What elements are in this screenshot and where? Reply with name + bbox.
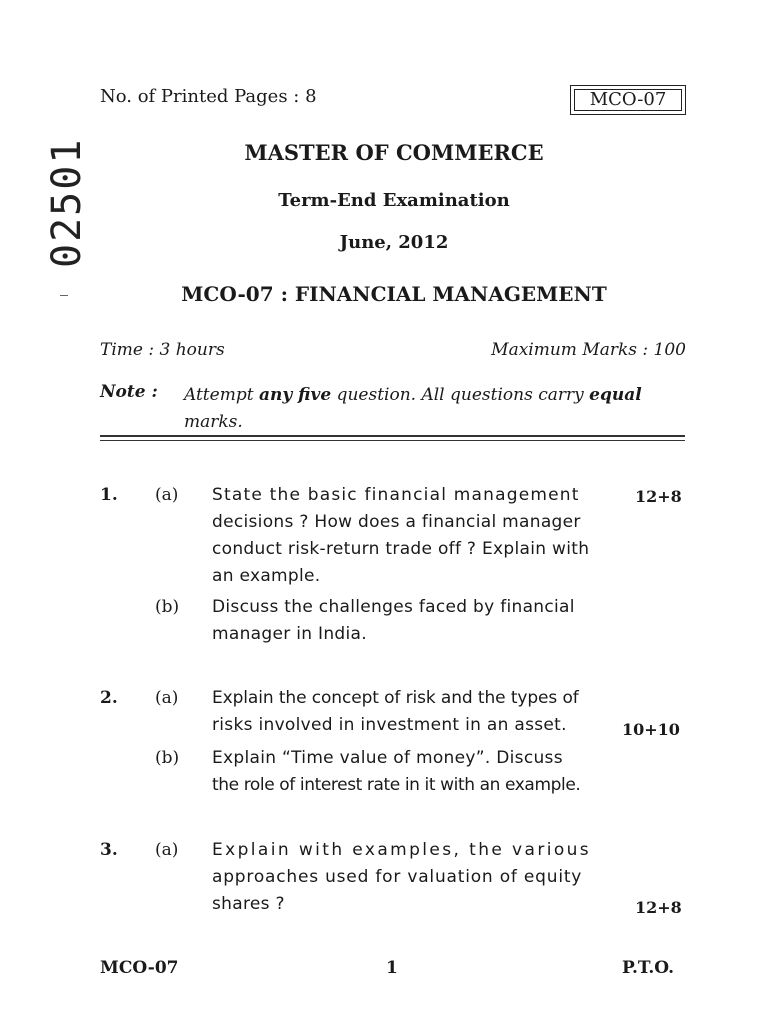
question-number: 1. [100, 485, 118, 505]
degree-title: MASTER OF COMMERCE [244, 140, 544, 165]
question-line: risks involved in investment in an asset. [212, 715, 567, 735]
note-bold-equal: equal [589, 385, 642, 405]
question-text [212, 837, 632, 918]
divider-rule [100, 435, 685, 437]
question-line: approaches used for valuation of equity [212, 867, 583, 887]
question-text [212, 594, 632, 648]
note-text [184, 382, 686, 436]
divider-rule-thin [100, 440, 685, 441]
question-line: shares ? [212, 894, 285, 914]
question-number: 3. [100, 840, 118, 860]
note-text-part1: Attempt [184, 385, 259, 405]
question-text [212, 685, 632, 739]
question-line: Explain with examples, the various [212, 840, 592, 860]
question-line: State the basic financial management [212, 485, 580, 505]
question-line: conduct risk-return trade off ? Explain with [212, 539, 590, 559]
serial-number: 02501 [44, 137, 90, 268]
question-text [212, 745, 642, 799]
course-code-box: MCO-07 [570, 85, 686, 115]
footer-course-code: MCO-07 [100, 958, 179, 978]
footer-pto: P.T.O. [622, 958, 674, 978]
question-marks: 12+8 [635, 898, 682, 917]
question-line: Explain the concept of risk and the types of [212, 688, 579, 708]
question-line: manager in India. [212, 624, 367, 644]
question-line: the role of interest rate in it with an example. [212, 775, 581, 795]
question-marks: 12+8 [635, 487, 682, 506]
paper-title: MCO-07 : FINANCIAL MANAGEMENT [181, 282, 607, 306]
question-part-label: (a) [155, 840, 179, 860]
note-bold-any-five: any five [258, 385, 332, 405]
question-line: decisions ? How does a financial manager [212, 512, 581, 532]
note-text-part3: marks. [184, 412, 243, 432]
exam-time: Time : 3 hours [100, 340, 225, 360]
question-part-label: (b) [155, 597, 180, 617]
footer-page-number: 1 [386, 958, 398, 978]
maximum-marks: Maximum Marks : 100 [491, 340, 686, 360]
exam-date: June, 2012 [339, 232, 449, 253]
question-part-label: (b) [155, 748, 180, 768]
question-number: 2. [100, 688, 118, 708]
printed-pages: No. of Printed Pages : 8 [100, 86, 317, 107]
note-label: Note : [100, 382, 158, 402]
question-part-label: (a) [155, 688, 179, 708]
question-line: an example. [212, 566, 321, 586]
question-part-label: (a) [155, 485, 179, 505]
question-marks: 10+10 [622, 720, 680, 739]
question-text [212, 482, 632, 590]
question-line: Discuss the challenges faced by financial [212, 597, 575, 617]
exam-title: Term-End Examination [278, 190, 510, 211]
note-text-part2: question. All questions carry [331, 385, 590, 405]
question-line: Explain “Time value of money”. Discuss [212, 748, 563, 768]
